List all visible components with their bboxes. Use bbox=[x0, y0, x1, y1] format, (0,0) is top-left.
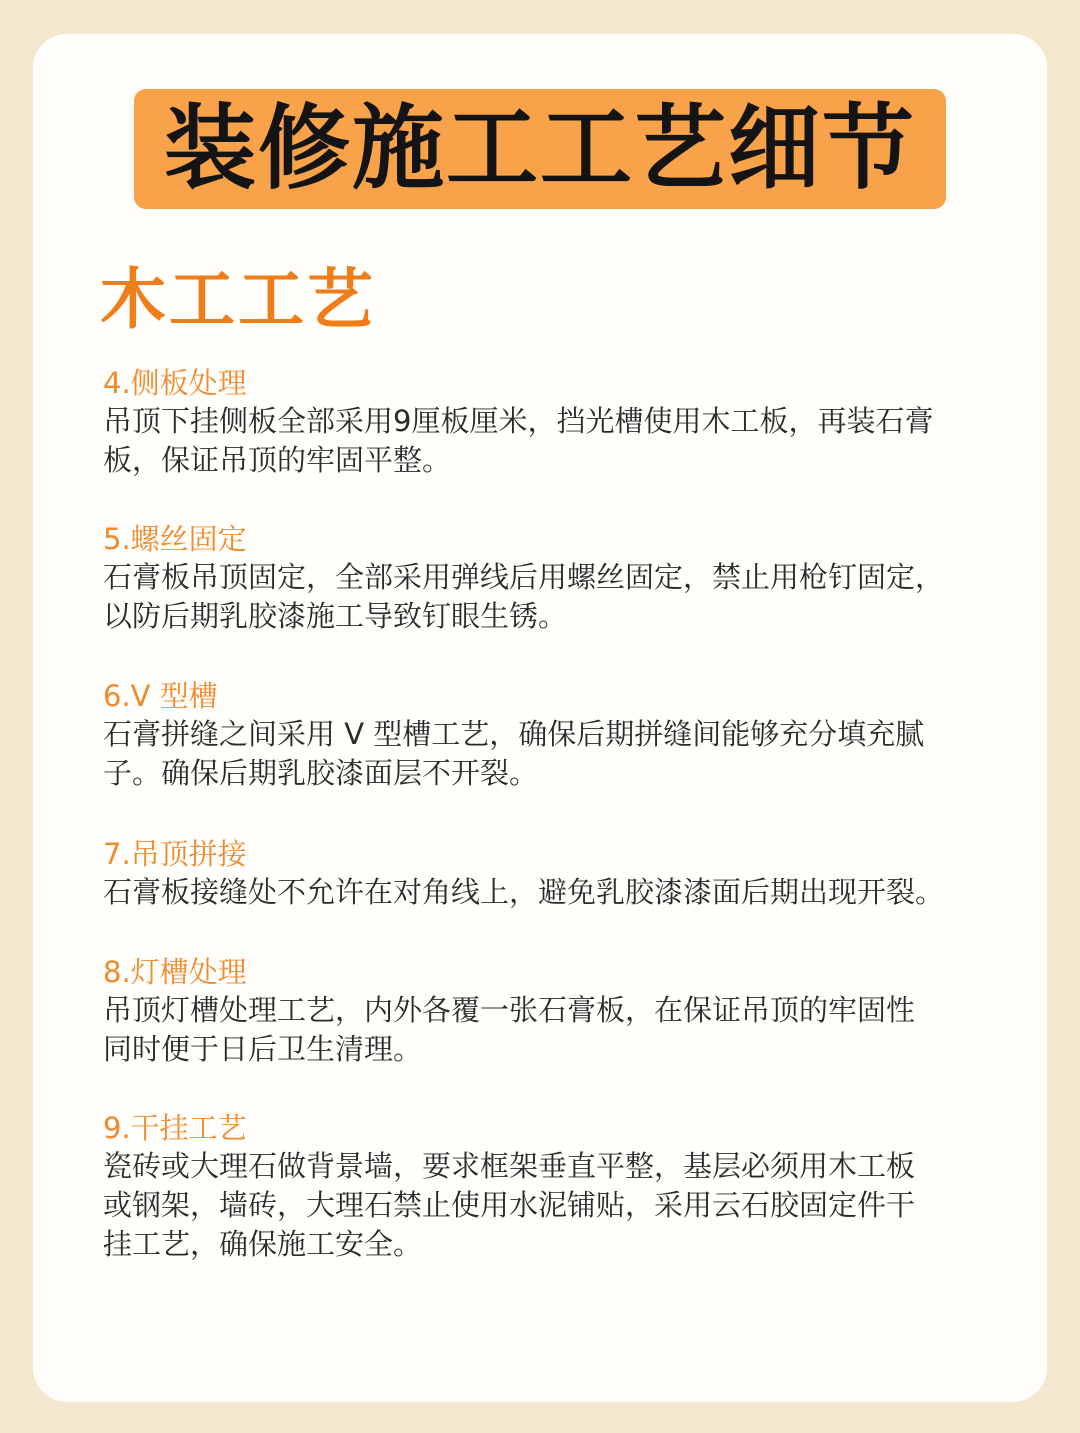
item-title: 4.侧板处理 bbox=[103, 366, 247, 400]
item-body bbox=[103, 558, 1003, 636]
item-ceiling-joint bbox=[103, 835, 1003, 912]
item-body-line: 石膏拼缝之间采用 V 型槽工艺，确保后期拼缝间能够充分填充腻 bbox=[103, 717, 925, 751]
item-body-line: 挂工艺，确保施工安全。 bbox=[103, 1227, 423, 1261]
item-body bbox=[103, 991, 1003, 1069]
item-title: 6.V 型槽 bbox=[103, 679, 218, 713]
item-body-line: 或钢架，墙砖，大理石禁止使用水泥铺贴，采用云石胶固定件干 bbox=[103, 1188, 916, 1222]
item-title: 8.灯槽处理 bbox=[103, 955, 247, 989]
title-banner bbox=[134, 89, 946, 209]
item-body-line: 吊顶灯槽处理工艺，内外各覆一张石膏板，在保证吊顶的牢固性 bbox=[103, 993, 916, 1027]
item-light-trough bbox=[103, 953, 1003, 1069]
item-body-line: 以防后期乳胶漆施工导致钉眼生锈。 bbox=[103, 599, 568, 633]
item-title: 7.吊顶拼接 bbox=[103, 837, 247, 871]
item-body-line: 石膏板接缝处不允许在对角线上，避免乳胶漆漆面后期出现开裂。 bbox=[103, 875, 945, 909]
item-dry-hanging bbox=[103, 1109, 1003, 1264]
item-body-line: 子。确保后期乳胶漆面层不开裂。 bbox=[103, 756, 539, 790]
section-heading: 木工工艺 bbox=[100, 261, 376, 338]
item-v-groove bbox=[103, 677, 1003, 793]
item-body-line: 瓷砖或大理石做背景墙，要求框架垂直平整，基层必须用木工板 bbox=[103, 1149, 916, 1183]
item-title: 9.干挂工艺 bbox=[103, 1111, 247, 1145]
item-body-line: 板，保证吊顶的牢固平整。 bbox=[103, 443, 452, 477]
item-body-line: 吊顶下挂侧板全部采用9厘板厘米，挡光槽使用木工板，再装石膏 bbox=[103, 404, 934, 438]
item-screw-fixing bbox=[103, 520, 1003, 636]
item-body-line: 同时便于日后卫生清理。 bbox=[103, 1032, 423, 1066]
item-body bbox=[103, 402, 1003, 480]
item-body bbox=[103, 715, 1003, 793]
item-body bbox=[103, 873, 1003, 912]
item-body-line: 石膏板吊顶固定，全部采用弹线后用螺丝固定，禁止用枪钉固定， bbox=[103, 560, 945, 594]
item-body bbox=[103, 1147, 1003, 1264]
item-side-panel bbox=[103, 364, 1003, 480]
item-title: 5.螺丝固定 bbox=[103, 522, 247, 556]
page-title: 装修施工工艺细节 bbox=[163, 95, 916, 202]
